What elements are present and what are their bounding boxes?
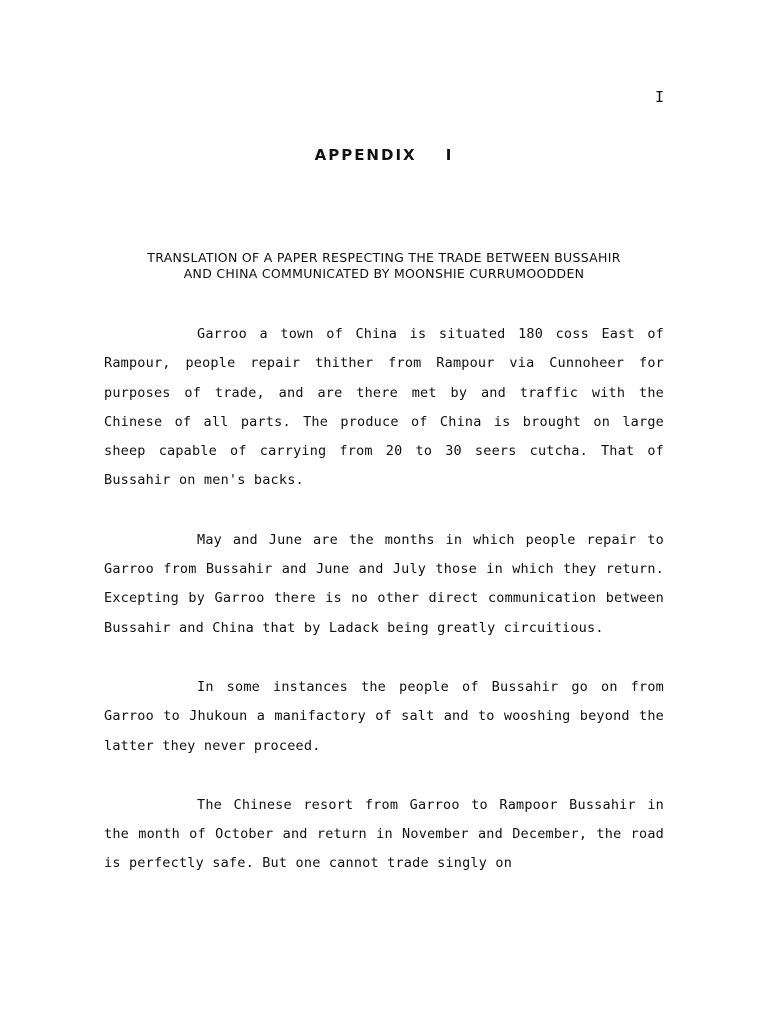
paragraph-3: In some instances the people of Bussahir go on from Garroo to Jhukoun a manifactory of salt and to wooshing beyond the latter they never proceed. <box>104 678 664 754</box>
appendix-title: APPENDIX I <box>314 146 454 164</box>
paragraph-4: The Chinese resort from Garroo to Rampoor Bussahir in the month of October and return in November and December, the road is perfectly safe. But one cannot trade singly on <box>104 796 664 872</box>
paragraph-1: Garroo a town of China is situated 180 coss East of Rampour, people repair thither from Rampour via Cunnoheer for purposes of trade, and are there met by and traffic with the Chinese of all parts. The produce of China is brought on large sheep capable of carrying from 20 to 30 seers cutcha. That of Bussahir on men's backs. <box>104 326 664 489</box>
document-heading <box>104 250 664 282</box>
heading-line-1: TRANSLATION OF A PAPER RESPECTING THE TRADE BETWEEN BUSSAHIR <box>147 250 621 265</box>
document-body <box>104 320 664 879</box>
heading-line-2: AND CHINA COMMUNICATED BY MOONSHIE CURRUMOODDEN <box>183 266 585 281</box>
page-number: I <box>655 88 665 106</box>
paragraph-2: May and June are the months in which people repair to Garroo from Bussahir and June and July those in which they return. Excepting by Garroo there is no other direct communication between Bussahir and China that by Ladack being greatly circuitious. <box>104 531 664 636</box>
